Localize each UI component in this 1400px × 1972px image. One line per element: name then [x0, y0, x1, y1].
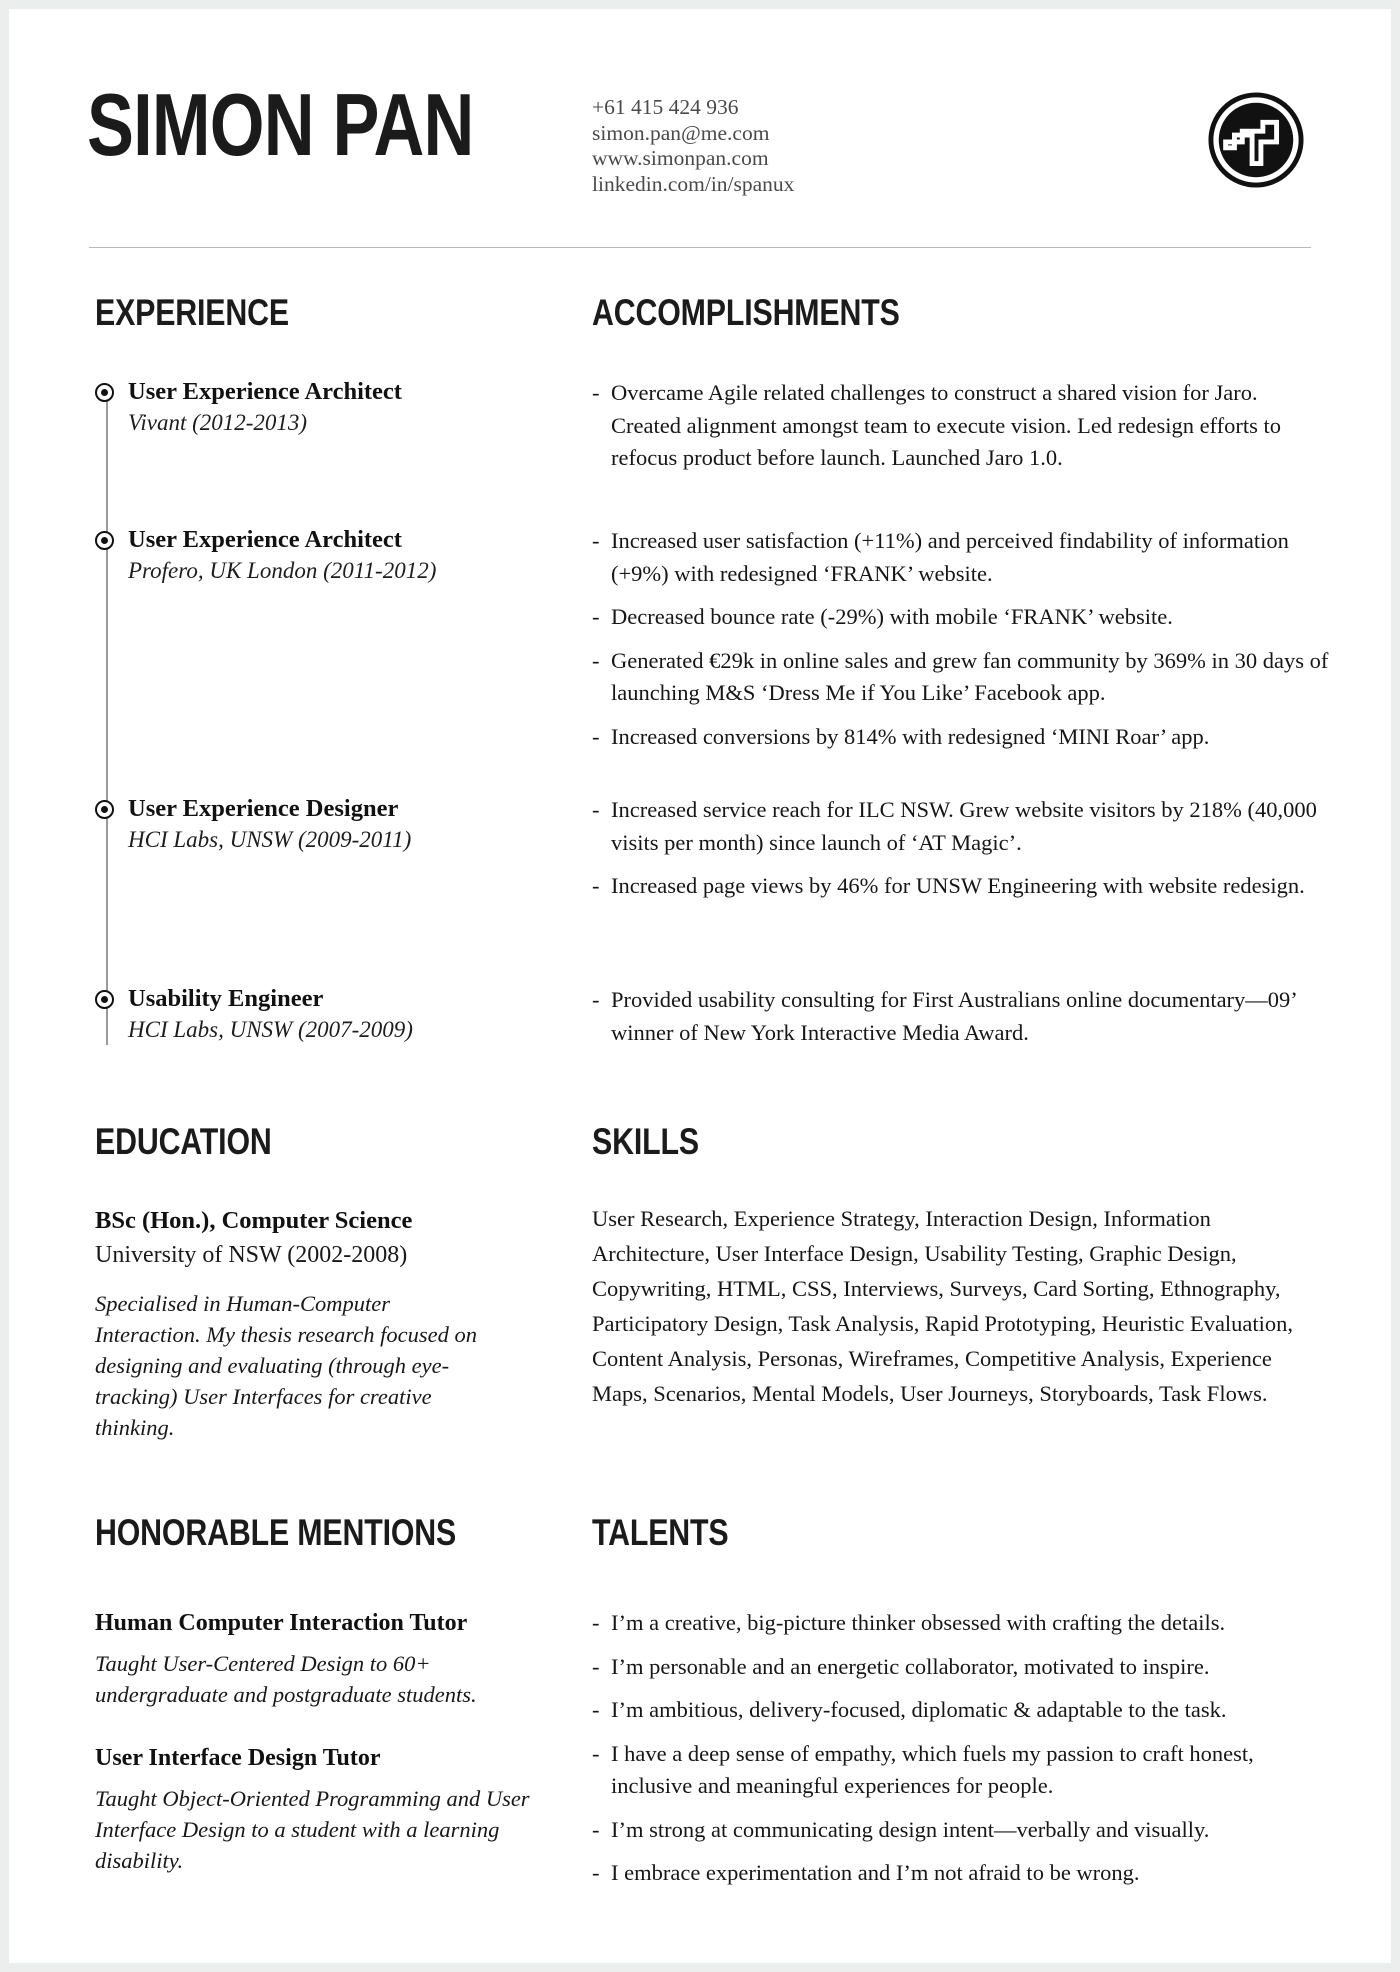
sp-monogram-logo-icon [1207, 91, 1305, 189]
experience-item [95, 377, 535, 438]
page-title: SIMON PAN [87, 75, 474, 174]
job-meta: HCI Labs, UNSW (2007-2009) [128, 1017, 413, 1042]
accomplishment-item [592, 377, 1332, 475]
accomplishment-group [592, 794, 1332, 903]
bullet-dash-icon: - [592, 1610, 600, 1635]
talent-text: I embrace experimentation and I’m not afraid to be wrong. [611, 1860, 1140, 1885]
skills-text: User Research, Experience Strategy, Interaction Design, Information Architecture, User Interface Design, Usability Testing, Graphic Design, Copywriting, HTML, CSS, Interviews, Surveys, Card Sorting, Ethnography, Participatory Design, Task Analysis, Rapid Prototyping, Heuristic Evaluation, Content Analysis, Personas, Wireframes, Competitive Analysis, Experience Maps, Scenarios, Mental Models, User Journeys, Storyboards, Task Flows. [592, 1206, 1294, 1406]
talent-text: I have a deep sense of empathy, which fuels my passion to craft honest, inclusive and meaningful experiences for people. [611, 1740, 1254, 1798]
bullet-dash-icon: - [592, 528, 600, 553]
talent-item [592, 1607, 1312, 1640]
resume-header [9, 9, 1391, 249]
talent-item [592, 1857, 1312, 1890]
bullet-dash-icon: - [592, 987, 600, 1012]
honorable-mention-item [95, 1607, 535, 1710]
accomplishment-group [592, 984, 1332, 1049]
job-title: User Experience Architect [128, 378, 402, 405]
talent-text: I’m a creative, big-picture thinker obsessed with crafting the details. [611, 1610, 1226, 1635]
experience-timeline-line [106, 401, 108, 1045]
job-meta: Profero, UK London (2011-2012) [128, 558, 437, 583]
accomplishment-item [592, 645, 1332, 710]
bullet-dash-icon: - [592, 1697, 600, 1722]
job-title: User Experience Architect [128, 526, 402, 553]
section-title-skills: SKILLS [592, 1121, 699, 1162]
timeline-marker-icon [95, 531, 114, 550]
accomplishment-text: Provided usability consulting for First Australians online documentary—09’ winner of New York Interactive Media Award. [611, 987, 1297, 1045]
accomplishment-item [592, 601, 1332, 634]
bullet-dash-icon: - [592, 604, 600, 629]
contact-linkedin[interactable]: linkedin.com/in/spanux [592, 171, 795, 196]
education-block [95, 1204, 535, 1443]
accomplishment-text: Overcame Agile related challenges to construct a shared vision for Jaro. Created alignment amongst team to execute vision. Led redesign efforts to refocus product before launch. Launched Jaro 1.0. [611, 380, 1282, 470]
accomplishment-item [592, 721, 1332, 754]
section-title-education: EDUCATION [95, 1121, 272, 1162]
contact-phone: +61 415 424 936 [592, 95, 739, 119]
section-title-accomplishments: ACCOMPLISHMENTS [592, 292, 900, 333]
experience-item [95, 525, 535, 586]
education-degree: BSc (Hon.), Computer Science [95, 1207, 413, 1234]
accomplishment-text: Increased service reach for ILC NSW. Grew website visitors by 218% (40,000 visits per month) since launch of ‘AT Magic’. [611, 797, 1317, 855]
contact-website[interactable]: www.simonpan.com [592, 146, 769, 170]
job-meta: HCI Labs, UNSW (2009-2011) [128, 827, 412, 852]
honorable-mention-title: User Interface Design Tutor [95, 1745, 381, 1771]
accomplishment-group [592, 377, 1332, 475]
talents-list [592, 1607, 1312, 1901]
bullet-dash-icon: - [592, 873, 600, 898]
accomplishment-item [592, 525, 1332, 590]
honorable-mention-desc: Taught User-Centered Design to 60+ undergraduate and postgraduate students. [95, 1651, 477, 1707]
resume-page [9, 9, 1391, 1963]
talent-text: I’m strong at communicating design intent—verbally and visually. [611, 1816, 1210, 1842]
bullet-dash-icon: - [592, 380, 600, 405]
timeline-marker-icon [95, 800, 114, 819]
accomplishment-text: Increased user satisfaction (+11%) and perceived findability of information (+9%) with redesigned ‘FRANK’ website. [611, 528, 1289, 586]
contact-email[interactable]: simon.pan@me.com [592, 120, 770, 145]
honorable-mention-item [95, 1742, 535, 1876]
job-title: User Experience Designer [128, 795, 399, 822]
bullet-dash-icon: - [592, 647, 600, 673]
bullet-dash-icon: - [592, 1740, 600, 1766]
education-note: Specialised in Human-Computer Interaction. My thesis research focused on designing and evaluating (through eye-tracking) User Interfaces for creative thinking. [95, 1291, 477, 1440]
accomplishment-item [592, 794, 1332, 859]
contact-details [592, 95, 794, 197]
accomplishment-text: Increased conversions by 814% with redesigned ‘MINI Roar’ app. [611, 723, 1210, 749]
talent-item [592, 1651, 1312, 1684]
experience-item [95, 794, 535, 855]
skills-block [592, 1201, 1312, 1411]
accomplishment-item [592, 984, 1332, 1049]
talent-text: I’m personable and an energetic collaborator, motivated to inspire. [611, 1653, 1210, 1679]
honorable-mention-title: Human Computer Interaction Tutor [95, 1610, 468, 1636]
bullet-dash-icon: - [592, 1653, 600, 1679]
experience-item [95, 984, 535, 1045]
timeline-marker-icon [95, 990, 114, 1009]
education-school: University of NSW (2002-2008) [95, 1242, 408, 1268]
talent-item [592, 1694, 1312, 1727]
accomplishment-text: Increased page views by 46% for UNSW Engineering with website redesign. [611, 873, 1305, 898]
bullet-dash-icon: - [592, 723, 600, 749]
talent-text: I’m ambitious, delivery-focused, diplomatic & adaptable to the task. [611, 1697, 1227, 1722]
accomplishment-text: Generated €29k in online sales and grew fan community by 369% in 30 days of launching M&S ‘Dress Me if You Like’ Facebook app. [611, 647, 1329, 705]
job-title: Usability Engineer [128, 985, 324, 1012]
bullet-dash-icon: - [592, 797, 600, 822]
bullet-dash-icon: - [592, 1860, 600, 1885]
section-title-experience: EXPERIENCE [95, 292, 289, 333]
accomplishment-item [592, 870, 1332, 903]
timeline-marker-icon [95, 383, 114, 402]
bullet-dash-icon: - [592, 1816, 600, 1842]
talent-item [592, 1738, 1312, 1803]
section-title-talents: TALENTS [592, 1512, 729, 1553]
section-title-honorable-mentions: HONORABLE MENTIONS [95, 1512, 457, 1553]
header-divider [89, 247, 1311, 248]
accomplishment-group [592, 525, 1332, 753]
honorable-mention-desc: Taught Object-Oriented Programming and User Interface Design to a student with a learning disability. [95, 1786, 530, 1873]
job-meta: Vivant (2012-2013) [128, 410, 308, 435]
talent-item [592, 1814, 1312, 1847]
accomplishment-text: Decreased bounce rate (-29%) with mobile ‘FRANK’ website. [611, 604, 1173, 629]
